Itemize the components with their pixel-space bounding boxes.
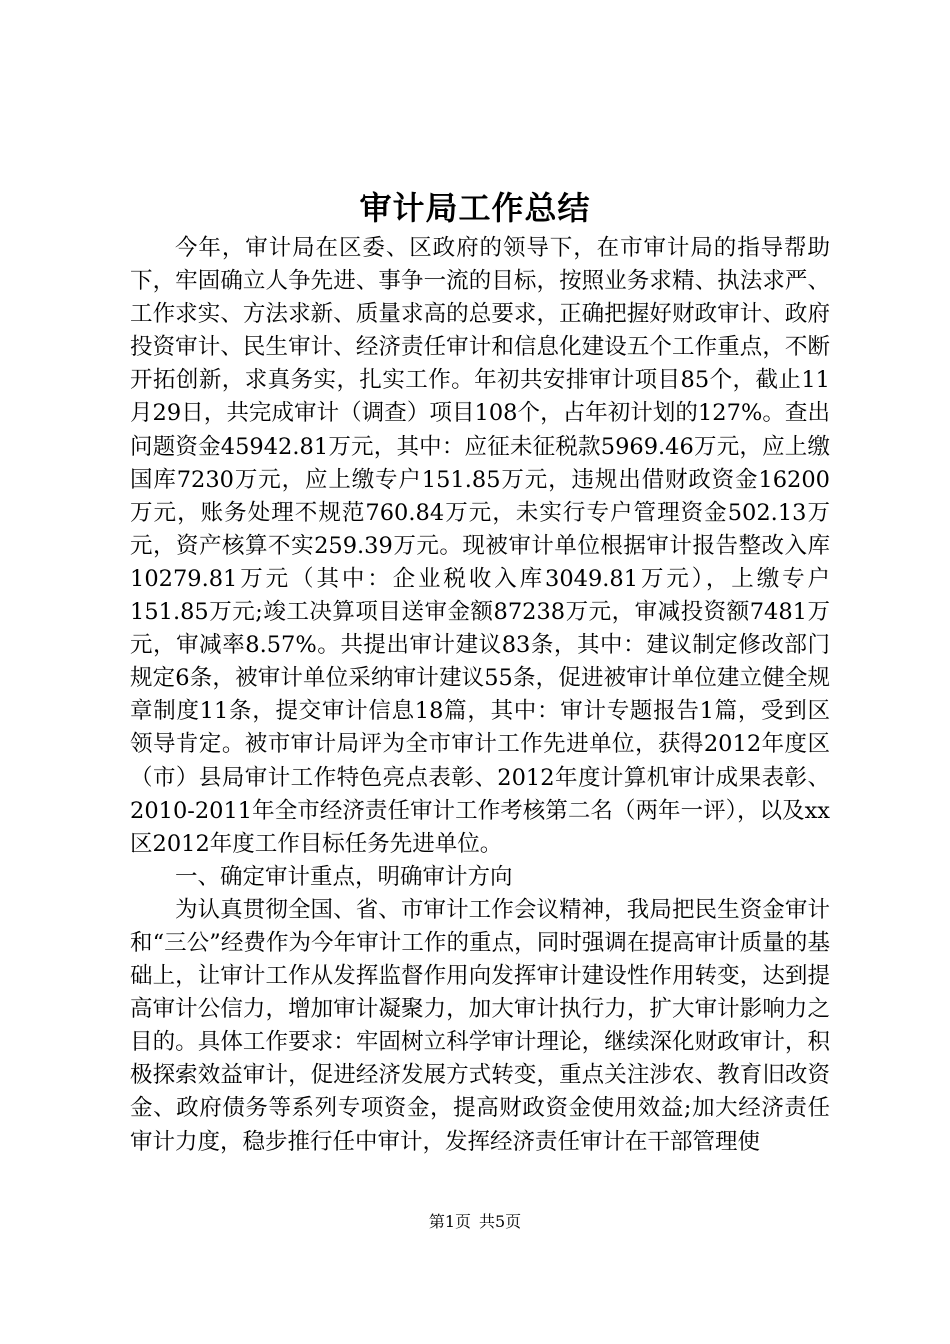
page-footer (0, 1210, 950, 1234)
document-body (130, 232, 830, 1159)
paragraph-intro: 今年，审计局在区委、区政府的领导下，在市审计局的指导帮助下，牢固确立人争先进、事争一流的目标，按照业务求精、执法求严、工作求实、方法求新、质量求高的总要求，正确把握好财政审计、政府投资审计、民生审计、经济责任审计和信息化建设五个工作重点，不断开拓创新，求真务实，扎实工作。年初共安排审计项目85个，截止11月29日，共完成审计（调查）项目108个，占年初计划的127%。查出问题资金45942.81万元，其中：应征未征税款5969.46万元，应上缴国库7230万元，应上缴专户151.85万元，违规出借财政资金16200万元，账务处理不规范760.84万元，未实行专户管理资金502.13万元，资产核算不实259.39万元。现被审计单位根据审计报告整改入库10279.81万元（其中：企业税收入库3049.81万元），上缴专户151.85万元;竣工决算项目送审金额87238万元，审减投资额7481万元，审减率8.57%。共提出审计建议83条，其中：建议制定修改部门规定6条，被审计单位采纳审计建议55条，促进被审计单位建立健全规章制度11条，提交审计信息18篇，其中：审计专题报告1篇，受到区领导肯定。被市审计局评为全市审计工作先进单位，获得2012年度区（市）县局审计工作特色亮点表彰、2012年度计算机审计成果表彰、2010-2011年全市经济责任审计工作考核第二名（两年一评），以及xx区2012年度工作目标任务先进单位。 (130, 235, 830, 857)
paragraph-section-1: 为认真贯彻全国、省、市审计工作会议精神，我局把民生资金审计和“三公”经费作为今年审计工作的重点，同时强调在提高审计质量的基础上，让审计工作从发挥监督作用向发挥审计建设性作用转变，达到提高审计公信力，增加审计凝聚力，加大审计执行力，扩大审计影响力之目的。具体工作要求：牢固树立科学审计理论，继续深化财政审计，积极探索效益审计，促进经济发展方式转变，重点关注涉农、教育旧改资金、政府债务等系列专项资金，提高财政资金使用效益;加大经济责任审计力度，稳步推行任中审计，发挥经济责任审计在干部管理使 (130, 896, 830, 1155)
page-number: 第1页 (428, 1212, 471, 1231)
page-total: 共5页 (479, 1212, 522, 1231)
section-heading: 一、确定审计重点，明确审计方向 (175, 863, 513, 890)
document-title: 审计局工作总结 (359, 189, 591, 227)
